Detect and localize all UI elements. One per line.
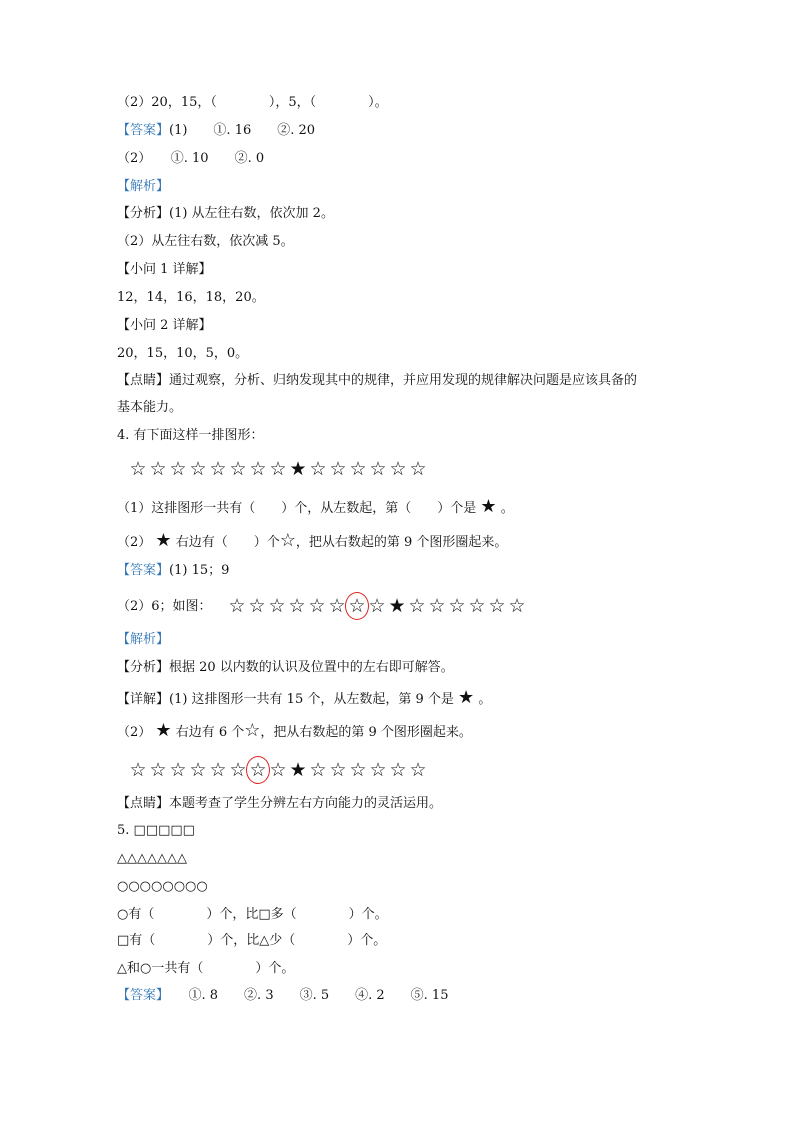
analysis-q4-line: 【分析】根据 20 以内数的认识及位置中的左右即可解答。 bbox=[117, 660, 454, 675]
white-star-icon: ☆ bbox=[129, 458, 147, 480]
white-star-icon: ☆ bbox=[269, 458, 287, 480]
black-star-icon: ★ bbox=[480, 496, 497, 517]
white-star-icon: ☆ bbox=[488, 595, 506, 617]
black-star-icon: ★ bbox=[289, 458, 307, 480]
white-star-icon: ☆ bbox=[389, 458, 407, 480]
analysis-line-1: 【分析】(1) 从左往右数，依次加 2。 bbox=[117, 206, 334, 221]
detail-q4-end: 。 bbox=[478, 692, 492, 707]
detail-q4-mid: 右边有 6 个 bbox=[175, 725, 245, 740]
question-4-part1 bbox=[117, 498, 514, 518]
white-star-icon: ☆ bbox=[169, 759, 187, 781]
white-star-icon: ☆ bbox=[349, 458, 367, 480]
white-star-icon: ☆ bbox=[248, 595, 266, 617]
question-4-part1-end: 。 bbox=[500, 501, 514, 516]
question-4-part2-end: ，把从右数起的第 9 个图形圈起来。 bbox=[295, 535, 508, 550]
sub-question-1-heading: 【小问 1 详解】 bbox=[117, 262, 212, 277]
white-star-icon: ☆ bbox=[129, 759, 147, 781]
white-star-icon: ☆ bbox=[349, 759, 367, 781]
white-star-icon: ☆ bbox=[268, 595, 286, 617]
white-star-icon: ☆ bbox=[368, 595, 386, 617]
white-star-icon: ☆ bbox=[309, 458, 327, 480]
question-5-triangles: △△△△△△△ bbox=[117, 851, 187, 866]
white-star-icon: ☆ bbox=[389, 759, 407, 781]
analysis-tag: 【解析】 bbox=[117, 179, 170, 194]
white-star-icon: ☆ bbox=[189, 458, 207, 480]
white-star-icon: ☆ bbox=[329, 458, 347, 480]
comment-q4: 【点睛】本题考查了学生分辨左右方向能力的灵活运用。 bbox=[117, 796, 443, 811]
white-star-icon: ☆ bbox=[189, 759, 207, 781]
answer-line-1 bbox=[117, 122, 315, 140]
question-5-line-1: ○有（ ）个，比□多（ ）个。 bbox=[117, 907, 388, 922]
sub-question-2-heading: 【小问 2 详解】 bbox=[117, 318, 212, 333]
white-star-icon: ☆ bbox=[169, 458, 187, 480]
white-star-icon: ☆ bbox=[228, 595, 246, 617]
circled-white-star-icon: ☆ bbox=[348, 595, 366, 617]
answer-tag: 【答案】 bbox=[117, 988, 163, 1003]
answer-text: ①. 8 ②. 3 ③. 5 ④. 2 ⑤. 15 bbox=[162, 988, 449, 1003]
analysis-line-2: （2）从左往右数，依次减 5。 bbox=[117, 234, 294, 249]
white-star-icon: ☆ bbox=[468, 595, 486, 617]
white-star-icon: ☆ bbox=[308, 595, 326, 617]
answer-text: (1) ①. 16 ②. 20 bbox=[169, 123, 316, 138]
answer-tag: 【答案】 bbox=[117, 563, 170, 578]
star-row-detail bbox=[128, 759, 428, 781]
white-star-icon: ☆ bbox=[269, 759, 287, 781]
white-star-icon: ☆ bbox=[329, 759, 347, 781]
black-star-icon: ★ bbox=[458, 687, 475, 708]
question-4-part2 bbox=[117, 532, 507, 552]
circled-white-star-icon: ☆ bbox=[249, 759, 267, 781]
detail-q4-text: 【详解】(1) 这排图形一共有 15 个，从左数起，第 9 个是 bbox=[117, 692, 454, 707]
white-star-icon: ☆ bbox=[249, 458, 267, 480]
answer-q5 bbox=[117, 987, 448, 1005]
white-star-icon: ☆ bbox=[244, 720, 261, 741]
detail-q4-line-2 bbox=[117, 722, 472, 742]
q3-part2: （2）20，15，（ ），5，（ ）。 bbox=[117, 95, 388, 110]
white-star-icon: ☆ bbox=[149, 759, 167, 781]
answer-q4-line-2: （2）6；如图： bbox=[117, 599, 212, 614]
white-star-icon: ☆ bbox=[508, 595, 526, 617]
white-star-icon: ☆ bbox=[369, 458, 387, 480]
question-5-squares: 5. □□□□□ bbox=[117, 823, 195, 838]
answer-q4-line-1 bbox=[117, 562, 229, 580]
detail-q4-prefix: （2） bbox=[117, 725, 152, 740]
question-4-title: 4. 有下面这样一排图形： bbox=[117, 428, 264, 443]
white-star-icon: ☆ bbox=[279, 530, 296, 551]
black-star-icon: ★ bbox=[289, 759, 307, 781]
white-star-icon: ☆ bbox=[149, 458, 167, 480]
question-5-line-3: △和○一共有（ ）个。 bbox=[117, 961, 295, 976]
comment-line-1: 【点睛】通过观察，分析、归纳发现其中的规律，并应用发现的规律解决问题是应该具备的 bbox=[117, 373, 638, 388]
comment-line-2: 基本能力。 bbox=[117, 400, 183, 415]
white-star-icon: ☆ bbox=[229, 759, 247, 781]
white-star-icon: ☆ bbox=[209, 759, 227, 781]
white-star-icon: ☆ bbox=[409, 458, 427, 480]
white-star-icon: ☆ bbox=[229, 458, 247, 480]
black-star-icon: ★ bbox=[388, 595, 406, 617]
black-star-icon: ★ bbox=[155, 720, 172, 741]
star-row-question bbox=[128, 458, 428, 480]
white-star-icon: ☆ bbox=[209, 458, 227, 480]
white-star-icon: ☆ bbox=[409, 759, 427, 781]
analysis-q4-tag: 【解析】 bbox=[117, 632, 170, 647]
white-star-icon: ☆ bbox=[328, 595, 346, 617]
white-star-icon: ☆ bbox=[288, 595, 306, 617]
detail-q4-line-1 bbox=[117, 689, 491, 709]
white-star-icon: ☆ bbox=[369, 759, 387, 781]
star-row-answer bbox=[227, 595, 527, 617]
sub-question-1-detail: 12，14，16，18，20。 bbox=[117, 290, 265, 305]
answer-tag: 【答案】 bbox=[117, 123, 170, 138]
white-star-icon: ☆ bbox=[309, 759, 327, 781]
question-5-circles: ○○○○○○○○ bbox=[117, 879, 208, 894]
detail-q4-end2: ，把从右数起的第 9 个图形圈起来。 bbox=[260, 725, 472, 740]
white-star-icon: ☆ bbox=[428, 595, 446, 617]
white-star-icon: ☆ bbox=[408, 595, 426, 617]
question-5-line-2: □有（ ）个，比△少（ ）个。 bbox=[117, 933, 387, 948]
question-4-part2-prefix: （2） bbox=[117, 535, 152, 550]
white-star-icon: ☆ bbox=[448, 595, 466, 617]
sub-question-2-detail: 20，15，10，5，0。 bbox=[117, 346, 249, 361]
answer-line-2: （2） ①. 10 ②. 0 bbox=[117, 151, 265, 166]
answer-text: (1) 15；9 bbox=[169, 563, 230, 578]
question-4-part1-text: （1）这排图形一共有（ ）个，从左数起，第（ ）个是 bbox=[117, 501, 477, 516]
question-4-part2-mid: 右边有（ ）个 bbox=[175, 535, 280, 550]
black-star-icon: ★ bbox=[155, 530, 172, 551]
